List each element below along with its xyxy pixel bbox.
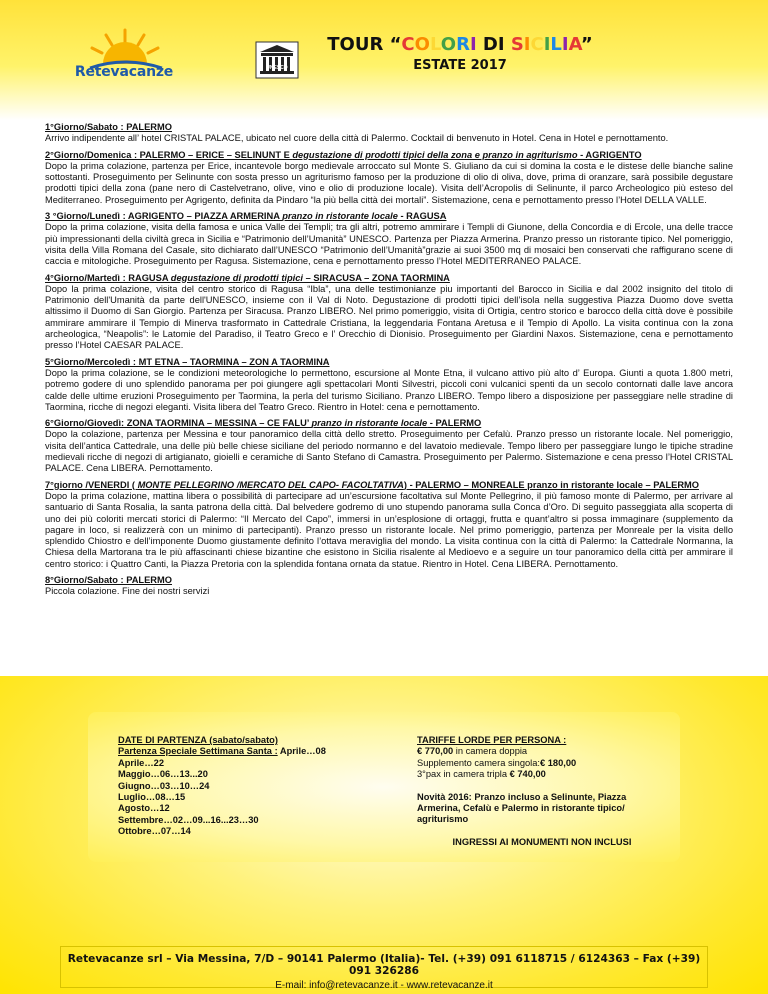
title-word-colori — [401, 34, 476, 55]
day-heading: 4°Giorno/Martedì : RAGUSA degustazione di prodotti tipici – SIRACUSA – ZONA TAORMINA — [45, 272, 450, 283]
unesco-label: UNESCO — [266, 65, 288, 71]
day-description: Dopo la prima colazione, mattina libera o possibilità di partecipare ad un’escursione facoltativa sul Monte Pellegrino, il più famoso monte di Palermo, per arrivare al santuario di Santa Rosalia, la santa patrona della città. Dal belvedere godremo di uno stupendo panorama sulla Conca d’Oro. Di seguito passeggiata alla scoperta di uno dei più coloriti mercati storici di Palermo: “Il Mercato del Capo”, immersi in un’esplosione di ortaggi, frutta e quant’altro si possa immaginare (supplemento da pagare in loco, si realizzerà con un minimo di partecipanti). Pranzo presso un ristorante locale. Nel primo pomeriggio, partenza per Monreale per la visita dello splendido Chiostro e dell’imponente Duomo giustamente definito l’ottava meraviglia del mondo. La visita continua con la città di Palermo: la Cattedrale Normanna, la Chiesa della Martorana tra le più affascinanti chiese bizantine che esistono in Sicilia risalente al Medioevo e a seguire un tour panoramico della città per ammirare il centro storico: i Quattro Canti, la Piazza Pretoria con la splendida fontana ornata da statue. Rientro in Hotel. Cena LIBERA. Pernottamento. — [45, 490, 733, 569]
single-supplement: Supplemento camera singola:€ 180,00 — [417, 757, 577, 768]
day-description: Dopo la prima colazione, visita della famosa e unica Valle dei Templi; tra gli altri, potremo ammirare i Templi di Giunone, della Concordia e di Ercole, una delle tracce più impressionanti della civiltà greca in Sicilia e “Patrimonio dell’Umanità” UNESCO. Partenza per Piazza Armerina. Pranzo presso un ristorante tipico. Nel pomeriggio, visita della Villa Romana del Casale, sito dichiarato dall’UNESCO “Patrimonio dell’Umanità”grazie ai suoi 3500 mq di mosaici ben conservati che raffigurano scene di caccia e mitologiche. Proseguimento per Ragusa. Sistemazione, cena e pernottamento presso l’Hotel MEDITERRANEO PALACE. — [45, 222, 733, 267]
departure-date: Luglio…08…15 — [118, 792, 186, 803]
title-letter: C — [530, 34, 544, 55]
triple-room-price: 3°pax in camera tripla € 740,00 — [417, 769, 546, 780]
day-description: Arrivo indipendente all’ hotel CRISTAL PALACE, ubicato nel cuore della città di Palermo. Cocktail di benvenuto in Hotel. Cena in Hotel e pernottamento. — [45, 133, 669, 144]
departures-column — [118, 735, 368, 838]
day-heading: 2°Giorno/Domenica : PALERMO – ERICE – SELINUNT E degustazione di prodotti tipici della zona e pranzo in agriturismo - AGRIGENTO — [45, 149, 642, 160]
departure-date: Maggio…06…13...20 — [118, 769, 208, 780]
title-mid: DI — [476, 34, 511, 55]
page-title — [300, 34, 620, 55]
title-letter: C — [401, 34, 415, 55]
title-letter: O — [414, 34, 430, 55]
day-heading: 7°giorno /VENERDI ( MONTE PELLEGRINO /MERCATO DEL CAPO- FACOLTATIVA) - PALERMO – MONREALE pranzo in ristorante locale – PALERMO — [45, 479, 700, 490]
day-item — [45, 122, 733, 145]
departures-title: DATE DI PARTENZA (sabato/sabato) — [118, 735, 278, 745]
departure-date: Giugno…03…10…24 — [118, 780, 210, 791]
day-heading: 1°Giorno/Sabato : PALERMO — [45, 122, 172, 132]
day-item — [45, 418, 733, 474]
title-letter: I — [469, 34, 477, 55]
day-heading: 8°Giorno/Sabato : PALERMO — [45, 574, 172, 585]
page-subtitle: ESTATE 2017 — [413, 58, 507, 73]
day-description: Dopo la prima colazione, visita del centro storico di Ragusa “Ibla”, una delle testimonianze piu importanti del Barocco in Sicilia e dal 2002 insignito del titolo di Patrimonio dell'Umanità da parte dell'UNESCO, insieme con il Val di Noto. Degustazione di prodotti tipici dell’isola nella suggestiva Piazza Duomo dove svetta altissimo il Duomo di San Giorgio. Partenza per Siracusa. Pranzo LIBERO. Nel primo pomeriggio, visita di Ortigia, centro storico e barocco della città dove è possibile ammirare ammirare il Tempio di Minerva trasformato in Cattedrale Cristiana, la leggendaria Fontana Aretusa e il Tempio di Apollo. La visita continua con la zona archeologica, “Neapolis”: le Latomie del Paradiso, il Teatro Greco e l’ Orecchio di Dionisio. Proseguimento per Giardini Naxos. Sistemazione, cena e pernottamento presso l’Hotel CAESAR PALACE. — [45, 283, 733, 351]
novelty-note: Novità 2016: Pranzo incluso a Selinunte, Piazza Armerina, Cefalù e Palermo in ristorante tipico/ agriturismo — [417, 791, 627, 825]
day-heading: 3 °Giorno/Lunedì : AGRIGENTO – PIAZZA ARMERINA pranzo in ristorante locale - RAGUSA — [45, 211, 447, 222]
prices-column — [417, 735, 667, 848]
sun-logo-icon — [70, 22, 180, 102]
prices-title: TARIFFE LORDE PER PERSONA : — [417, 735, 567, 745]
title-suffix: ” — [580, 34, 593, 55]
company-address: Retevacanze srl – Via Messina, 7/D – 90141 Palermo (Italia)- Tel. (+39) 091 6118715 / 6124363 – Fax (+39) 091 326286 — [67, 953, 701, 977]
departure-date: Ottobre…07…14 — [118, 826, 191, 837]
day-description: Piccola colazione. Fine dei nostri servizi — [45, 586, 210, 597]
departure-date: Settembre…02…09...16...23…30 — [118, 814, 259, 825]
title-letter: L — [429, 34, 441, 55]
title-word-sicilia — [511, 34, 581, 55]
unesco-temple-icon — [254, 40, 300, 80]
title-letter: O — [440, 34, 457, 55]
special-departure: Partenza Speciale Settimana Santa : Aprile…08 — [118, 746, 326, 757]
departure-date: Aprile…22 — [118, 757, 164, 768]
day-heading: 6°Giorno/Giovedì: ZONA TAORMINA – MESSINA – CE FALU’ pranzo in ristorante locale - PALERMO — [45, 418, 482, 429]
departure-date: Agosto…12 — [118, 803, 170, 814]
company-footer — [60, 946, 708, 991]
brand-name: Retevacanze — [74, 64, 174, 80]
day-item — [45, 575, 733, 598]
title-letter: R — [456, 34, 470, 55]
title-letter: L — [550, 34, 562, 55]
day-description: Dopo la prima colazione, partenza per Erice, incantevole borgo medievale arroccato sul Monte S. Giuliano da cui si domina la costa e le distese delle bianche saline sottostanti. Proseguimento per Selinunte con sosta presso un agriturismo famoso per la produzione di olio di oliva, dove, prima di oranzare, sarà possibile degustare prodotti tipici della zona (pane nero di Castelvetrano, olive, vino e olio di produzione locale). Visita dell’Acropolis di Selinunte, il parco Archeologico più esteso del Mediterraneo. Proseguimento per Agrigento, definita da Pindaro “la più bella città dei mortali”. Sistemazione, cena e pernottamento presso l’Hotel DELLA VALLE. — [45, 160, 733, 205]
double-room-price: € 770,00 in camera doppia — [417, 746, 528, 757]
day-heading: 5°Giorno/Mercoledì : MT ETNA – TAORMINA – ZON A TAORMINA — [45, 356, 330, 367]
monuments-note: INGRESSI AI MONUMENTI NON INCLUSI — [452, 836, 632, 847]
title-prefix: TOUR “ — [327, 34, 402, 55]
day-item — [45, 480, 733, 570]
title-letter: I — [523, 34, 531, 55]
company-contacts: E-mail: info@retevacanze.it - www.retevacanze.it — [275, 980, 493, 991]
day-item — [45, 357, 733, 413]
title-letter: I — [561, 34, 569, 55]
title-letter: A — [568, 34, 581, 55]
day-description: Dopo la colazione, partenza per Messina e tour panoramico della città dello stretto. Proseguimento per Cefalù. Pranzo presso un ristorante locale. Nel pomeriggio, visita dell’antica Cattedrale, una delle più belle chiese siciliane del periodo normanno e del lavatoio medievale. Tempo libero per passeggiare lungo le tipiche stradine medievali ricche di negozi di artigianato, gioielli e ceramiche di Santo Stefano di Camastra. Proseguimento per Palermo. Sistemazione e cena presso l’Hotel CRISTAL PALACE. Cena LIBERA. Pernottamento. — [45, 429, 733, 474]
title-letter: S — [510, 34, 524, 55]
title-letter: I — [543, 34, 551, 55]
day-item — [45, 211, 733, 267]
itinerary — [45, 122, 733, 603]
day-item — [45, 273, 733, 352]
day-description: Dopo la prima colazione, se le condizioni meteorologiche lo permettono, escursione al Monte Etna, il vulcano attivo più alto d’ Europa. Giunti a quota 1.800 metri, potremo godere di uno splendido panorama per poi giungere agli spettacolari Monti Silvestri, piccoli coni vulcanici spenti da un secolo contornati dalle lave ancora calde delle ultime eruzioni Proseguimento per Taormina, la perla del turismo Siciliano. Pranzo LIBERO. Tempo libero a disposizione per passeggiare nelle stradine di Taormina, ricche di negozi eleganti. Visita libera del Teatro Greco. Rientro in Hotel: cena e pernottamento. — [45, 367, 733, 412]
day-item — [45, 150, 733, 206]
